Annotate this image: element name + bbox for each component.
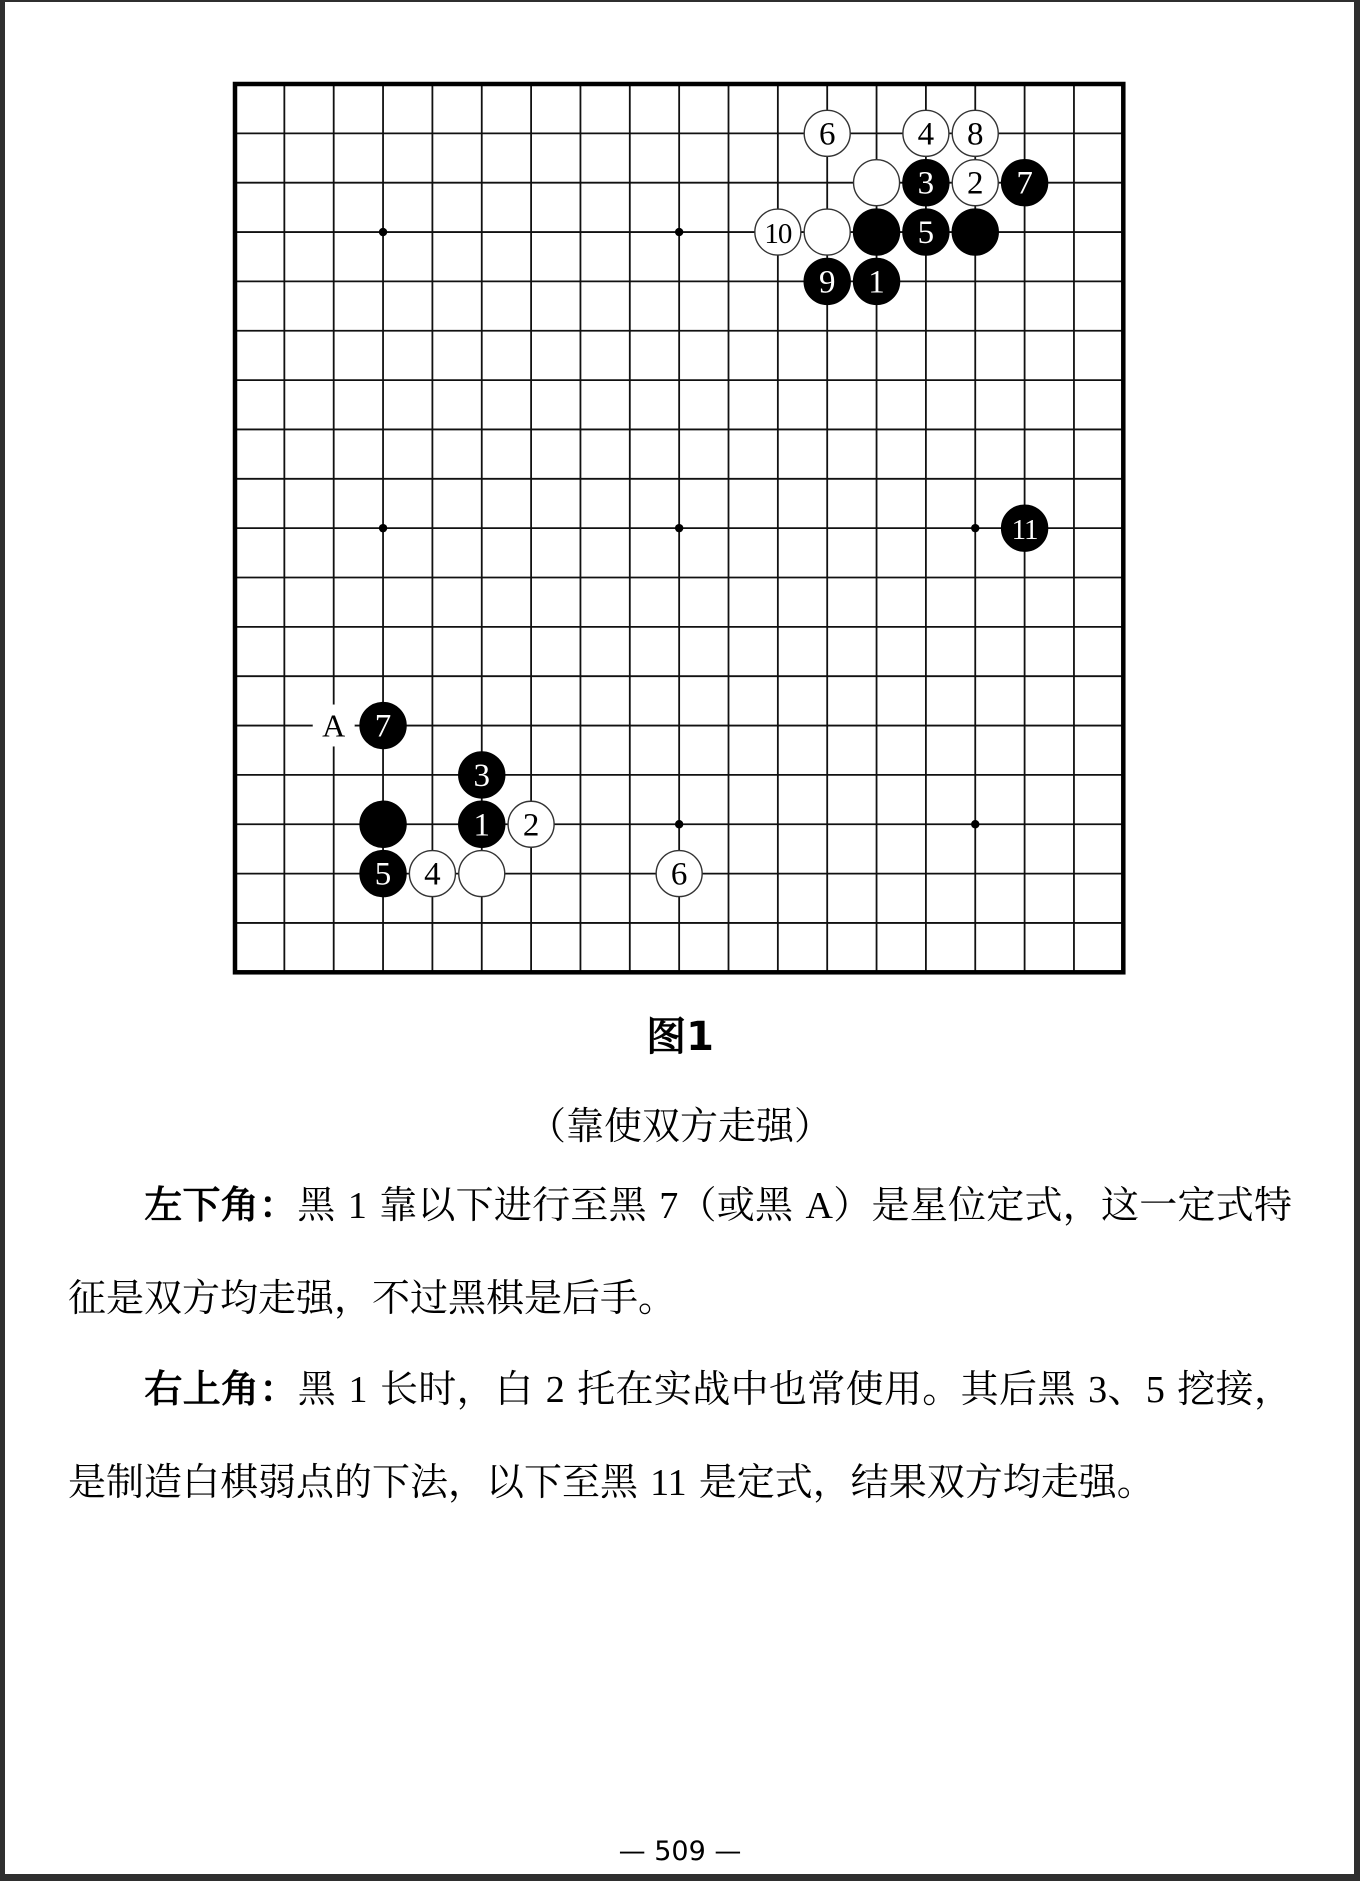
star-point [379, 228, 387, 236]
text: 是定式，结果双方均走强。 [686, 1460, 1155, 1504]
paragraph-lead: 右上角： [144, 1367, 298, 1411]
move-number: 5 [917, 215, 935, 252]
move-number: 2 [545, 1369, 565, 1411]
text: 长时，白 [367, 1367, 546, 1411]
text: 、 [1107, 1367, 1146, 1411]
white-stone [854, 160, 900, 206]
move-number: 7 [374, 708, 392, 745]
text: （或黑 [678, 1183, 806, 1227]
move-number: 6 [670, 856, 688, 893]
white-stone [459, 851, 505, 897]
move-number: 4 [917, 116, 935, 153]
paragraph-lower-left [68, 1159, 1292, 1344]
point-label: A [322, 707, 346, 744]
move-number: 7 [1016, 165, 1033, 202]
move-number: 5 [374, 856, 392, 893]
move-number: 3 [1088, 1369, 1108, 1411]
move-number: 4 [424, 856, 441, 893]
page-number: — 509 — [618, 1836, 742, 1867]
star-point [675, 820, 683, 828]
move-number: 11 [1011, 514, 1038, 547]
move-number: 3 [473, 757, 490, 794]
move-number: 10 [764, 218, 792, 251]
star-point [971, 524, 979, 532]
move-number: 1 [473, 807, 490, 844]
black-stone [360, 801, 406, 847]
move-number: 11 [650, 1462, 687, 1504]
move-number: 3 [917, 165, 935, 202]
paragraph-upper-right [68, 1343, 1292, 1529]
move-number: 2 [967, 165, 984, 202]
move-number: 1 [868, 264, 885, 301]
move-number: 5 [1145, 1369, 1165, 1411]
text: 挖接，是制造白棋弱点的下法，以下至黑 [68, 1367, 1292, 1504]
text: 黑 [297, 1367, 349, 1411]
black-stone [952, 209, 998, 255]
white-stone [804, 209, 850, 255]
text: ）是星位定式，这一定式特征是双方均走强，不过黑棋是后手。 [68, 1183, 1292, 1320]
text: 托在实战中也常使用。其后黑 [564, 1367, 1089, 1411]
paragraph-lead: 左下角： [144, 1183, 298, 1227]
figure-subtitle: （靠使双方走强） [527, 1104, 832, 1148]
move-number: 2 [522, 807, 540, 844]
black-stone [854, 209, 900, 255]
move-number: 8 [967, 116, 984, 153]
star-point [675, 228, 683, 236]
text: 靠以下进行至黑 [366, 1183, 660, 1227]
move-number: 1 [347, 1185, 367, 1227]
figure-title: 图1 [646, 1014, 714, 1060]
star-point [675, 524, 683, 532]
star-point [379, 524, 387, 532]
text: 黑 [297, 1183, 348, 1227]
move-number: 6 [818, 116, 836, 153]
move-number: 7 [659, 1185, 679, 1227]
star-point [971, 820, 979, 828]
point-label: A [805, 1185, 833, 1227]
move-number: 9 [818, 264, 836, 301]
move-number: 1 [348, 1369, 368, 1411]
